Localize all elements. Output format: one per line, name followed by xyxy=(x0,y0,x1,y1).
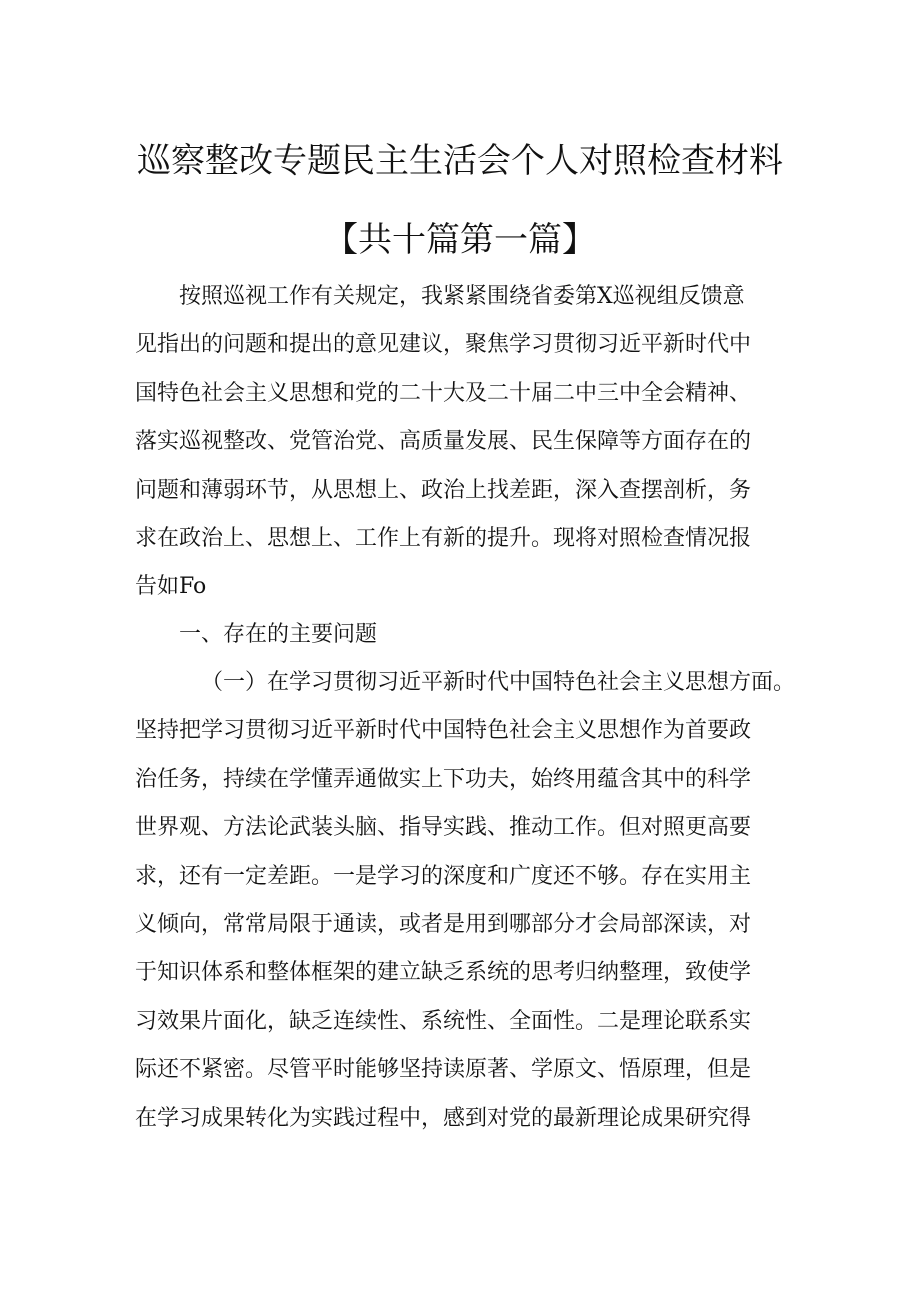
text-line: 问题和薄弱环节，从思想上、政治上找差距，深入查摆剖析，务 xyxy=(135,477,752,503)
paragraph-section-1 xyxy=(135,659,795,1143)
text-line: 于知识体系和整体框架的建立缺乏系统的思考归纳整理，致使学 xyxy=(135,960,752,986)
text-line: 习效果片面化，缺乏连续性、系统性、全面性。二是理论联系实 xyxy=(135,1008,752,1034)
text-line: 在学习成果转化为实践过程中，感到对党的最新理论成果研究得 xyxy=(135,1105,752,1131)
document-title: 巡察整改专题民主生活会个人对照检查材料 xyxy=(137,141,783,181)
text-line: 告如Fo xyxy=(135,574,207,600)
text-line: 治任务，持续在学懂弄通做实上下功夫，始终用蕴含其中的科学 xyxy=(135,766,752,792)
section-heading xyxy=(135,611,795,659)
text-line: 国特色社会主义思想和党的二十大及二十届二中三中全会精神、 xyxy=(135,380,752,406)
text-line: 按照巡视工作有关规定，我紧紧围绕省委第X巡视组反馈意 xyxy=(179,284,745,309)
text-line: 坚持把学习贯彻习近平新时代中国特色社会主义思想作为首要政 xyxy=(135,718,752,744)
text-line: 际还不紧密。尽管平时能够坚持读原著、学原文、悟原理，但是 xyxy=(135,1057,752,1083)
text-line: 落实巡视整改、党管治党、高质量发展、民生保障等方面存在的 xyxy=(135,429,752,455)
document-subtitle: 【共十篇第一篇】 xyxy=(324,220,596,260)
text-line: 求，还有一定差距。一是学习的深度和广度还不够。存在实用主 xyxy=(135,863,752,889)
subsection-heading-text: （一）在学习贯彻习近平新时代中国特色社会主义思想方面。 xyxy=(201,670,796,695)
text-line: 世界观、方法论武装头脑、指导实践、推动工作。但对照更高要 xyxy=(135,815,752,841)
text-line: 义倾向，常常局限于通读，或者是用到哪部分才会局部深读，对 xyxy=(135,911,752,937)
section-heading-text: 一、存在的主要问题 xyxy=(179,622,378,647)
text-line: 求在政治上、思想上、工作上有新的提升。现将对照检查情况报 xyxy=(135,525,752,551)
paragraph-intro xyxy=(135,273,795,612)
text-line: 见指出的问题和提出的意见建议，聚焦学习贯彻习近平新时代中 xyxy=(135,332,752,358)
